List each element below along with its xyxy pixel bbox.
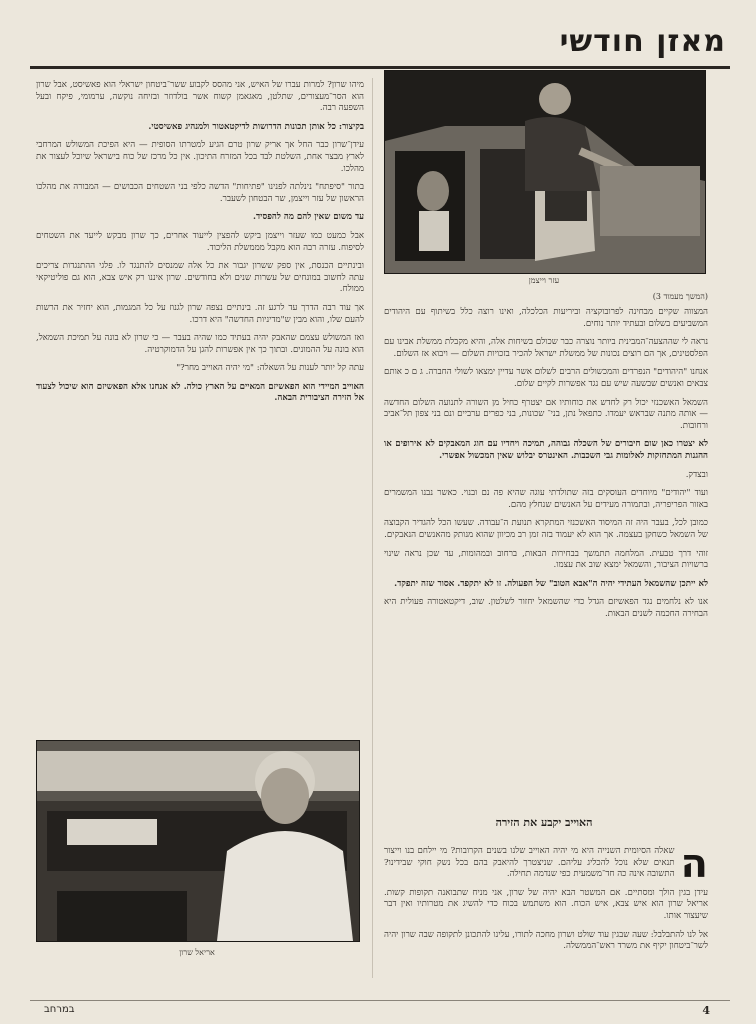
paragraph: אך עוד רבה הדרך עד לרגע זה. בינתיים נצפה שרון לגנוז על כל המגמות, הוא יחזיר את הרשות להעם שלו, והוא מבין ש"מדיניות החדשה" היא דרכו. [36, 302, 364, 325]
paragraph: ובצדק. [685, 469, 708, 480]
photo-car [384, 70, 706, 274]
paragraph: השמאל האשכנזי יכול רק לחדש את כוחותיו אם יצטרף כחיל מן השורה לתנועה השלום החדשה — אותה מתנה שבראש יעמדו. כתפאל נתן, בני־ שכונות, בני כפרים ערביים ונם בני צפון תל־אביב ורחובות. [384, 397, 708, 431]
paragraph: לא יצטרו כאן שום חיבורים של השכלה גבוהה, תמיכה ויחדיו עם חוג המאבקים לא אירופים או ההגנות המתחזקות לאלומות גבי השכבות. האינטרס יבלוש שאין המכשול אפשרי. [384, 439, 708, 461]
paragraph: בתור "סיפתח" נינלתה לפנינו "פתיחות" הדשה כלפי בני השטחים הכבושים — המבורה את מהלכו הראשון של עזר וייצמן, שר הבטחון לשעבר. [36, 182, 364, 204]
paragraph: עידן בגין הולך ומסתיים. אם המשטר הבא יהיה של שרון, אני מניח שתבואנה תקופות קשות. אריאל שרון הוא איש צבא, איש הכוח. הוא משתמש בכוח כדי להשיג את מטרותיו ואין דבר שיעצור אותו. [384, 887, 708, 921]
portrait-caption: אריאל שרון [179, 948, 215, 957]
paragraph: אנו לא נלחמים נגד הפאשיזם הגדל כדי שהשמאל יחזור לשלטון. שוב, דיקטאטורה פעולית היא הבחירה החכמה לשנים הבאות. [384, 597, 708, 619]
paragraph: מיהו שרון? למרות עברו של האיש, אני מהסס לקבוע ששר־ביטחון ישראלי הוא פאשיסט, אבל שרון הוא הסר־מעצורים, שתלטן, מאגאמן קשוח אשר בולדוזר ובזיחה נוקשה, ערמומי, פיקח ובעל השפעה רבה. [36, 80, 364, 114]
paragraph: נראה לי שההצעה־המבינית ביותר נוצרה כבר שכולם בשיחות אלה, והיא מקבלת ממשלת אבינו עם הפלסטינים, אך הם רוצים נכונות של ממשלת ישראל להכיר בזכויות השלום — ויבוא אז השלום. [384, 337, 708, 359]
paragraph: שאלה הסיומית השנייה היא מי יהיה האוייב שלנו בשנים הקרובות? מי יילחם בנו וייצור תנאים שלא נוכל להכליג עליהם. שניצטרך להיאבק בהם בכל נשק חוקי שבידינו? התשובה אינה כה חד־משמעית כפי שנדמה תחילה. [384, 846, 675, 880]
paragraph: המצווה שקיים מבחינה לפרובוקציה וביריעות הכלכלה, ואינו רוצה כלל בשיתוף עם היהודים המשביעים בשלום ובעתיד יותר נוחים. [384, 307, 708, 329]
paragraph: ואז המשולש עצמם שהאבק יהיה בעתיד כמו שהיה בעבר — כי שרון לא בונה על תמיכת השמאל, הוא בונה על ההמונים. ובתוך כך אין אפשרות להגן על הדמוקרטיה. [36, 333, 364, 355]
photo-portrait [36, 740, 360, 942]
paragraph: כמובן לכל, בעבר היה זה המיסוד האשכנזי המתקרא תנועת ה־עבודה. שעשו הכל להגדיר הקבוצה של השמאל כשחקן בעצמה. אך הוא לא יעמוד בזה זמן רב מכיוון שהוא מנותק מהאנשים הנאבקים. [384, 518, 708, 540]
paragraph: ובינתיים הכנסת, אין ספק ששרון יגבור את כל אלה שמנסים להתנגד לו. פלגי ההתנגדות צריכים עתה לחשוב במונחים של עשרות שנים ולא בחודשים. שרון איננו רק איש צבא, הוא גם פוליטיקאי ממולח. [36, 261, 364, 295]
column-divider [372, 78, 373, 978]
left-column [36, 80, 364, 730]
section-subheading: האוייב יקבע את הזירה [495, 816, 593, 829]
paragraph: עד משום שאין להם מה להפסיד. [252, 212, 364, 223]
page-number: 4 [702, 1004, 710, 1017]
paragraph: עתה קל יותר לענות על השאלה: "מי יהיה האוייב מחר?" [176, 363, 364, 374]
footer-rule [30, 1000, 730, 1001]
paragraph: בקיצור: כל אותן תכונות הדרושות לדיקטאטור ולמנהיג פאשיסטי. [148, 121, 364, 132]
paragraph: זוהי דרך טבעית. המלחמה תתמשך בבחירות הבאות, ברחוב ובמהומות, עד שכן נראה שינוי ברשויות הציבור, והשמאל ימצא שוב את עצמו. [384, 548, 708, 571]
header-bar [30, 22, 730, 69]
paragraph: האוייב המיידי הוא הפאשיזם המאיים על הארץ כולה. לא אנחנו אלא הפאשיזם הוא שיכול לצעוד אל הזירה הציבורית הבאה. [36, 381, 364, 404]
right-column [384, 292, 708, 807]
paragraph: אבל כמעט כמו שעזר וייצמן ביקש להפצין לייעוד אחרים, כך שרון מבקש לייעד את השטחים לסיפוח. עזרה רבה הוא מקבל מממשלת הליכוד. [36, 230, 364, 253]
car-caption: עזר וייצמן [528, 276, 560, 285]
paragraph: ועוד "יהודים" מיוחדים העוסקים בזה שתולדתי עוגה שהיא פה נם ובנוי. כאשר נבנו המשמרים באזור הפריפריה, ובתמורה מעידים על האנשים שנחלץ מהם. [384, 488, 708, 510]
paragraph: אנחנו "היהודים" הנפרדים והמכשולים הרבים לשלום אשר עדיין ימצאו לשולי החברה. ג ם כ אותם צבאים ואנשים שבשעה שיש עם נגד אפשרות לקיים שלום. [384, 367, 708, 389]
car-illustration [385, 71, 705, 273]
paragraph: לא ייתכן שהשמאל העתידי יהיה ה"אבא הטוב" של הפעולה. זו לא יתקפד. אסור שזה יתפקד. [394, 578, 708, 589]
page-title: מאזן חודשי [559, 24, 726, 59]
paragraph: עידן־שרון כבר החל אך אריק שרון טרם הגיע למטרתו הסופית — היא הפיכת המשולש המרחבי לארץ מבצר אחת, השלטת לבד בכל המזרח התיכון. אין כל מרכז של כוח בישראל שיוכל לעצור את מהלכו. [36, 140, 364, 174]
drop-cap: ה [680, 846, 708, 887]
portrait-illustration [37, 741, 359, 941]
right-column-bottom [384, 846, 708, 996]
publication-name: במרחב [44, 1004, 75, 1015]
paragraph: אל לנו להתבלבל: שעה שבגין עוד שולט ושרון מחכה לתורו, עלינו להתכונן לתקופה שבה שרון יהיה לשר־ביטחון יקיף את משרד ראש־הממשלה. [384, 929, 708, 952]
continued-note: (המשך מעמוד 3) [652, 292, 708, 301]
